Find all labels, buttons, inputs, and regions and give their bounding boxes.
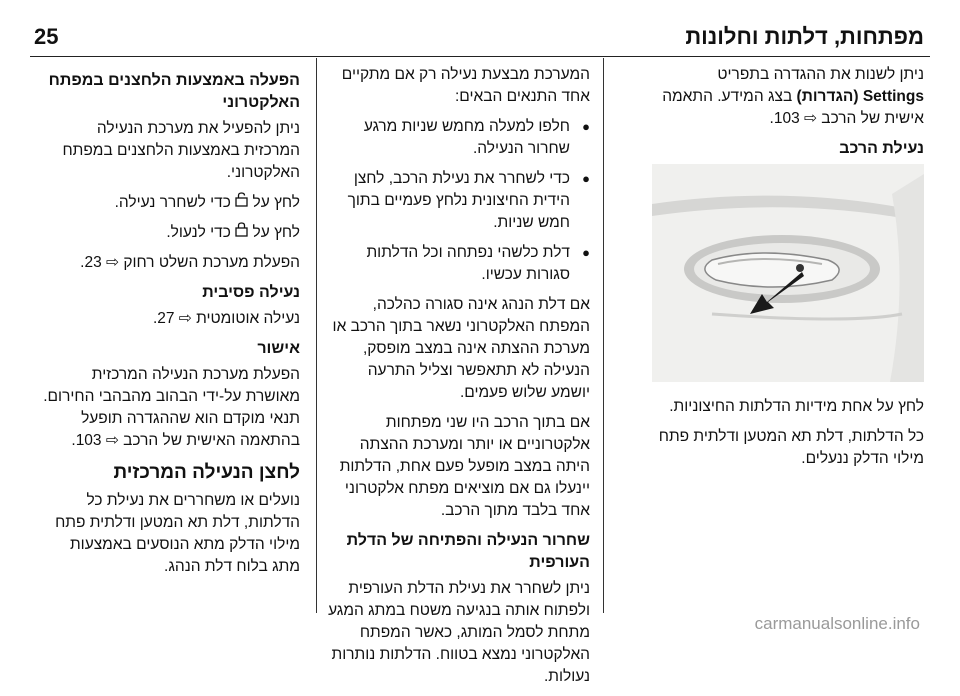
- section-heading-key-buttons: הפעלה באמצעות הלחצנים במפתח האלקטרוני: [48, 72, 300, 111]
- page-title: מפתחות, דלתות וחלונות: [685, 24, 924, 49]
- column-divider-left: [316, 58, 317, 613]
- settings-intro-cont: בצג המידע. התאמה אישית של הרכב ⇨ 103.: [662, 88, 924, 127]
- driver-door-paragraph: אם דלת הנהג אינה סגורה כהלכה, המפתח האלקטרוני נשאר בתוך הרכב או מערכת ההצתה אינה במצב מופסק, הנעילה לא תתאפשר וצליל התרעה יושמע שלוש פעמים.: [332, 296, 590, 401]
- section-heading-passive-locking: נעילה פסיבית: [202, 284, 300, 301]
- door-handle-image: [652, 164, 924, 382]
- unlock-instruction: [38, 192, 300, 214]
- tailgate-paragraph: ניתן לשחרר את נעילת הדלת העורפית ולפתוח אותה בנגיעה משטח במתג המגע מתחת לסמל המותג, כאשר המפתח האלקטרוני נמצא בטווח. הדלתות נותרות נעולות.: [328, 580, 590, 685]
- central-lock-paragraph: נועלים או משחררים את נעילת כל הדלתות, דלת תא המטען ודלתית פתח מילוי הדלק מתא הנוסעים באמצעות מתג בלוח דלת הנהג.: [55, 492, 300, 575]
- conditions-list: [325, 116, 590, 286]
- header-rule: [30, 56, 930, 57]
- settings-menu-label: Settings (הגדרות): [796, 88, 924, 105]
- column-right: [652, 64, 924, 478]
- remote-reference: הפעלת מערכת השלט רחוק ⇨ 23.: [80, 254, 300, 271]
- column-middle: [325, 64, 590, 696]
- list-item: ● חלפו למעלה מחמש שניות מרגע שחרור הנעילה.: [325, 116, 570, 160]
- lock-icon: [235, 224, 248, 241]
- list-item: ● כדי לשחרר את נעילת הרכב, לחצן הידית החיצונית נלחץ פעמיים בתוך חמש שניות.: [325, 168, 570, 234]
- key-buttons-paragraph: ניתן להפעיל את מערכת הנעילה המרכזית באמצעות הלחצנים במפתח האלקטרוני.: [62, 120, 300, 181]
- image-caption: לחץ על אחת מידיות הדלתות החיצוניות.: [669, 398, 924, 415]
- unlock-press-text: לחץ על: [252, 194, 300, 211]
- watermark-text: carmanualsonline.info: [754, 614, 920, 633]
- section-heading-locking: נעילת הרכב: [839, 140, 924, 157]
- conditions-intro: המערכת מבצעת נעילה רק אם מתקיים אחד התנאים הבאים:: [341, 66, 590, 105]
- locking-result-text: כל הדלתות, דלת תא המטען ודלתית פתח מילוי הדלק ננעלים.: [658, 428, 924, 467]
- unlock-icon: [235, 194, 248, 211]
- column-left: [38, 64, 300, 586]
- lock-press-text: לחץ על: [252, 224, 300, 241]
- auto-lock-reference: נעילה אוטומטית ⇨ 27.: [152, 310, 300, 327]
- lock-instruction: [38, 222, 300, 244]
- two-keys-paragraph: אם בתוך הרכב היו שני מפתחות אלקטרוניים או יותר ומערכת ההצתה היתה במצב מופעל פעם אחת, הדלתות יינעלו גם אם מוציאים מפתח אלקטרוני אחד בלבד מתוך הרכב.: [339, 414, 590, 519]
- section-heading-central-lock-button: לחצן הנעילה המרכזית: [113, 462, 300, 483]
- column-divider-right: [603, 58, 604, 613]
- list-item: ● דלת כלשהי נפתחה וכל הדלתות סגורות עכשיו.: [325, 242, 570, 286]
- confirmation-paragraph: הפעלת מערכת הנעילה המרכזית מאושרת על-ידי הבהוב מהבהבי החירום. תנאי מוקדם הוא שההגדרה תופעל בהתאמה האישית של הרכב ⇨ 103.: [43, 366, 300, 449]
- page-header: [0, 0, 960, 56]
- section-heading-tailgate: שחרור הנעילה והפתיחה של הדלת העורפית: [346, 532, 590, 571]
- lock-result-text: כדי לנעול.: [166, 224, 231, 241]
- section-heading-confirmation: אישור: [257, 340, 300, 357]
- page-number: 25: [34, 24, 59, 49]
- unlock-result-text: כדי לשחרר נעילה.: [114, 194, 231, 211]
- settings-paragraph: [652, 64, 924, 130]
- settings-intro: ניתן לשנות את ההגדרה בתפריט: [717, 66, 924, 83]
